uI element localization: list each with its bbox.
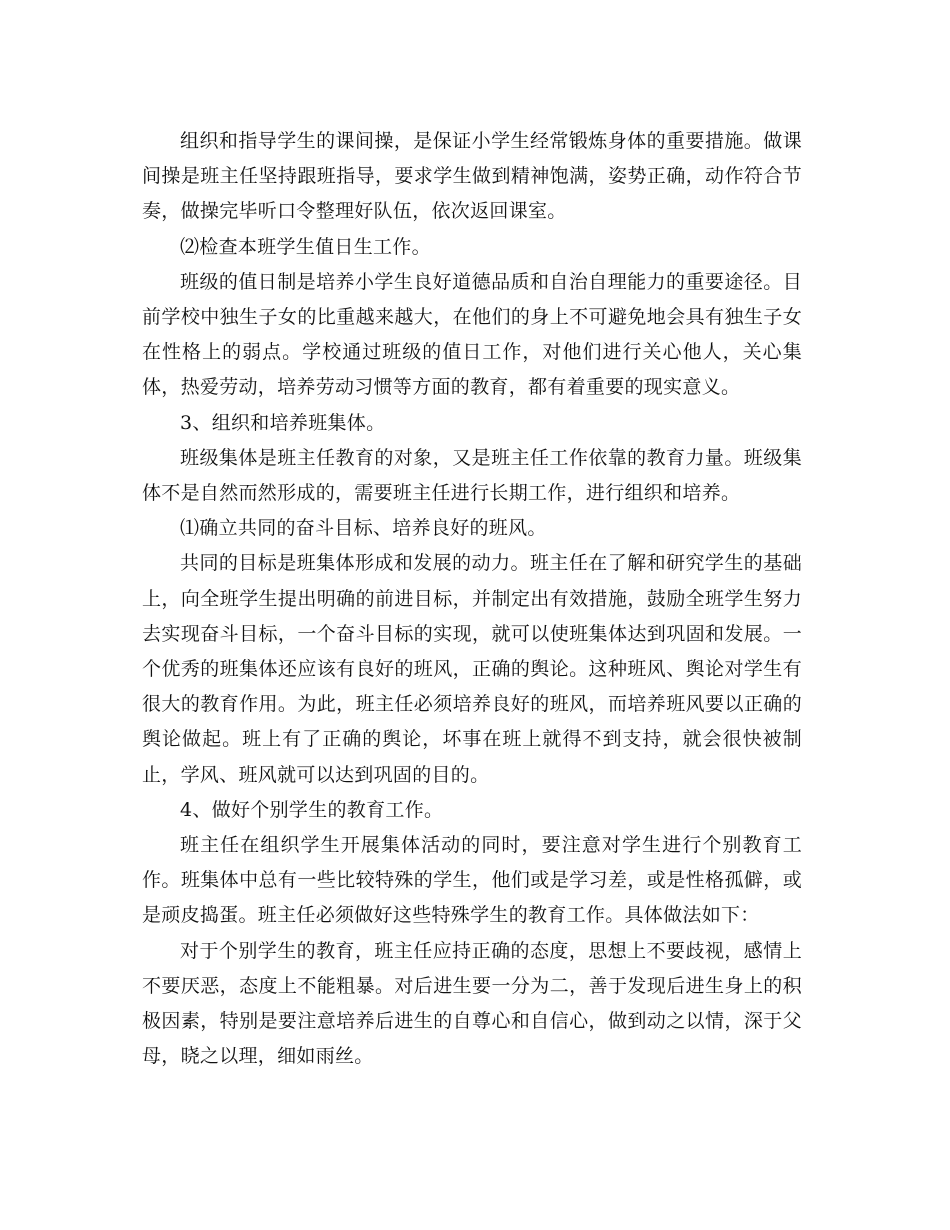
document-page	[142, 124, 802, 1074]
heading-individual-education: 4、做好个别学生的教育工作。	[180, 798, 444, 821]
heading-common-goal: ⑴确立共同的奋斗目标、培养良好的班风。	[180, 517, 547, 540]
paragraph-attitude: 对于个别学生的教育，班主任应持正确的态度，思想上不要歧视，感情上不要厌恶，态度上不能粗暴。对后进生要一分为二，善于发现后进生身上的积极因素，特别是要注意培养后进生的自尊心和自信心，做到动之以情，深于父母，晓之以理，细如雨丝。	[142, 939, 802, 1068]
heading-organize-class: 3、组织和培养班集体。	[180, 411, 386, 434]
paragraph-class-collective: 班级集体是班主任教育的对象，又是班主任工作依靠的教育力量。班级集体不是自然而然形成的，需要班主任进行长期工作，进行组织和培养。	[142, 446, 802, 505]
paragraph-duty-system: 班级的值日制是培养小学生良好道德品质和自治自理能力的重要途径。目前学校中独生子女的比重越来越大，在他们的身上不可避免地会具有独生子女在性格上的弱点。学校通过班级的值日工作，对他们进行关心他人，关心集体，热爱劳动，培养劳动习惯等方面的教育，都有着重要的现实意义。	[142, 270, 802, 399]
paragraph-exercise-guidance: 组织和指导学生的课间操，是保证小学生经常锻炼身体的重要措施。做课间操是班主任坚持跟班指导，要求学生做到精神饱满，姿势正确，动作符合节奏，做操完毕听口令整理好队伍，依次返回课室。	[142, 130, 802, 223]
paragraph-special-students: 班主任在组织学生开展集体活动的同时，要注意对学生进行个别教育工作。班集体中总有一些比较特殊的学生，他们或是学习差，或是性格孤僻，或是顽皮捣蛋。班主任必须做好这些特殊学生的教育工作。具体做法如下：	[142, 834, 802, 927]
heading-duty-check: ⑵检查本班学生值日生工作。	[180, 235, 431, 258]
paragraph-common-goal: 共同的目标是班集体形成和发展的动力。班主任在了解和研究学生的基础上，向全班学生提出明确的前进目标，并制定出有效措施，鼓励全班学生努力去实现奋斗目标，一个奋斗目标的实现，就可以使班集体达到巩固和发展。一个优秀的班集体还应该有良好的班风，正确的舆论。这种班风、舆论对学生有很大的教育作用。为此，班主任必须培养良好的班风，而培养班风要以正确的舆论做起。班上有了正确的舆论，坏事在班上就得不到支持，就会很快被制止，学风、班风就可以达到巩固的目的。	[142, 552, 802, 786]
